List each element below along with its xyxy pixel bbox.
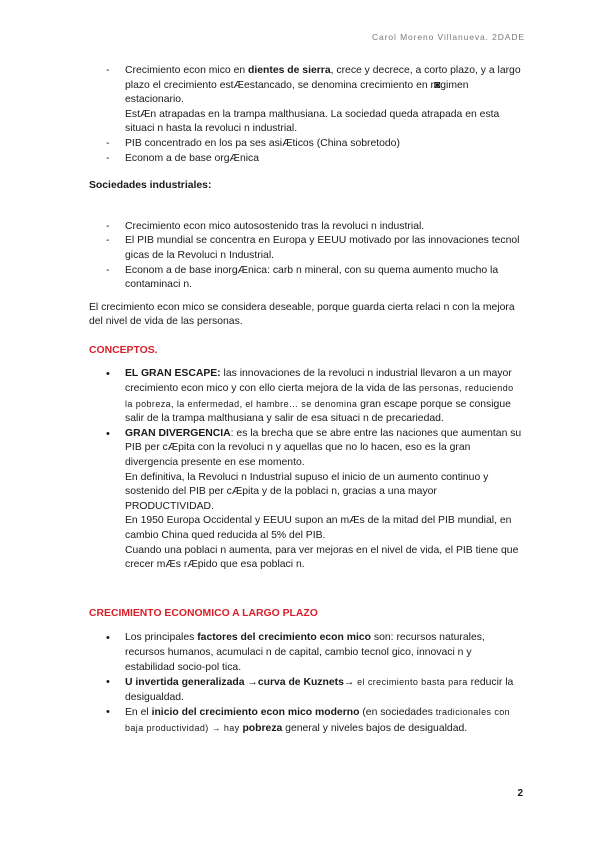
text: (en sociedades [359, 707, 436, 719]
text: En definitiva, la Revoluci n Industrial supuso el inicio de un aumento continuo y sostenido del PIB per cÆpita y de la poblaci n, gracias a una mayor PRODUCTIVIDAD. [125, 471, 489, 512]
bold-text: pobreza [239, 722, 283, 734]
text: son: recursos naturales, recursos humanos, acumulaci n de capital, cambio tecnol gico, innovaci n y estabilidad socio-pol tica. [125, 632, 485, 673]
list-item: - Crecimiento econ mico autosostenido tras la revoluci n industrial. [89, 220, 523, 235]
page-header-author: Carol Moreno Villanueva. 2DADE [372, 32, 525, 42]
list-item: - Econom a de base orgÆnica [89, 152, 523, 167]
list-item [89, 367, 523, 427]
text: , crece y decrece, a corto plazo, y a largo plazo el crecimiento estÆestancado, se denomina crecimiento en r◙gimen estacionario. [125, 65, 521, 106]
bold-text: U invertida generalizada [125, 677, 245, 689]
list-item: - Econom a de base inorgÆnica: carb n mineral, con su quema aumento mucho la contaminaci n. [89, 264, 523, 293]
text: Cuando una poblaci n aumenta, para ver mejoras en el nivel de vida, el PIB tiene que crecer mÆs rÆpido que esa poblaci n. [125, 544, 519, 571]
text: las innovaciones de la revoluci n industrial llevaron a un mayor crecimiento econ mico y con ello cierta mejora de la vida de las [125, 367, 512, 395]
section-heading-conceptos: CONCEPTOS. [89, 344, 158, 356]
text: : es la brecha que se abre entre las naciones que aumentan su PIB per cÆpita con la revoluci n y aquellas que no lo hacen, eso es la gran divergencia presente en ese momento. [125, 427, 522, 469]
bold-text: curva de Kuznets [257, 677, 344, 689]
arrow-text: → [343, 677, 358, 689]
text: Crecimiento econ mico en [125, 65, 249, 76]
bold-text: inicio del crecimiento econ mico moderno [151, 707, 360, 719]
text: En 1950 Europa Occidental y EEUU supon an mÆs de la mitad del PIB mundial, en cambio China qued reducida al 5% del PIB. [125, 515, 512, 542]
bold-text: dientes de sierra [248, 65, 331, 76]
list-item: - El PIB mundial se concentra en Europa y EEUU motivado por las innovaciones tecnol gicas de la Revoluci n Industrial. [89, 234, 523, 263]
page-number: 2 [517, 788, 523, 799]
small-text: personas, reduciendo la pobreza, la enfermedad, el hambre… se denomina [125, 383, 514, 409]
list-item [89, 705, 523, 736]
arrow-text: → [244, 677, 258, 689]
text: reducir la desigualdad. [125, 677, 514, 703]
small-text: el crecimiento basta para [357, 677, 468, 688]
section-heading-industrial: Sociedades industriales: [89, 180, 212, 192]
conceptos-list [89, 367, 523, 573]
small-text: tradicionales con baja productividad) → hay [125, 707, 511, 733]
list-item [89, 631, 523, 675]
crecimiento-list [89, 631, 523, 736]
bold-text: EL GRAN ESCAPE: [125, 367, 221, 379]
list-item [89, 64, 523, 137]
text: Los principales [125, 632, 198, 644]
text: general y niveles bajos de desigualdad. [282, 722, 468, 734]
text: EstÆn atrapadas en la trampa malthusiana. La sociedad queda atrapada en esta situaci n hasta la revoluci n industrial. [125, 108, 500, 135]
text: En el [125, 707, 152, 719]
bold-text: factores del crecimiento econ mico [197, 632, 372, 644]
industrial-list [89, 220, 523, 293]
preindustrial-list [89, 64, 523, 166]
section-heading-crecimiento: CRECIMIENTO ECONOMICO A LARGO PLAZO [89, 607, 318, 619]
bold-text: GRAN DIVERGENCIA [125, 427, 231, 439]
list-item [89, 427, 523, 573]
list-item: - PIB concentrado en los pa ses asiÆticos (China sobretodo) [89, 137, 523, 152]
list-item [89, 675, 523, 705]
text: gran escape porque se consigue salir de la trampa malthusiana y salir de esa situaci n de precariedad. [125, 398, 511, 425]
page-content [89, 64, 523, 737]
paragraph: El crecimiento econ mico se considera deseable, porque guarda cierta relaci n con la mejora del nivel de vida de las personas. [89, 301, 515, 328]
